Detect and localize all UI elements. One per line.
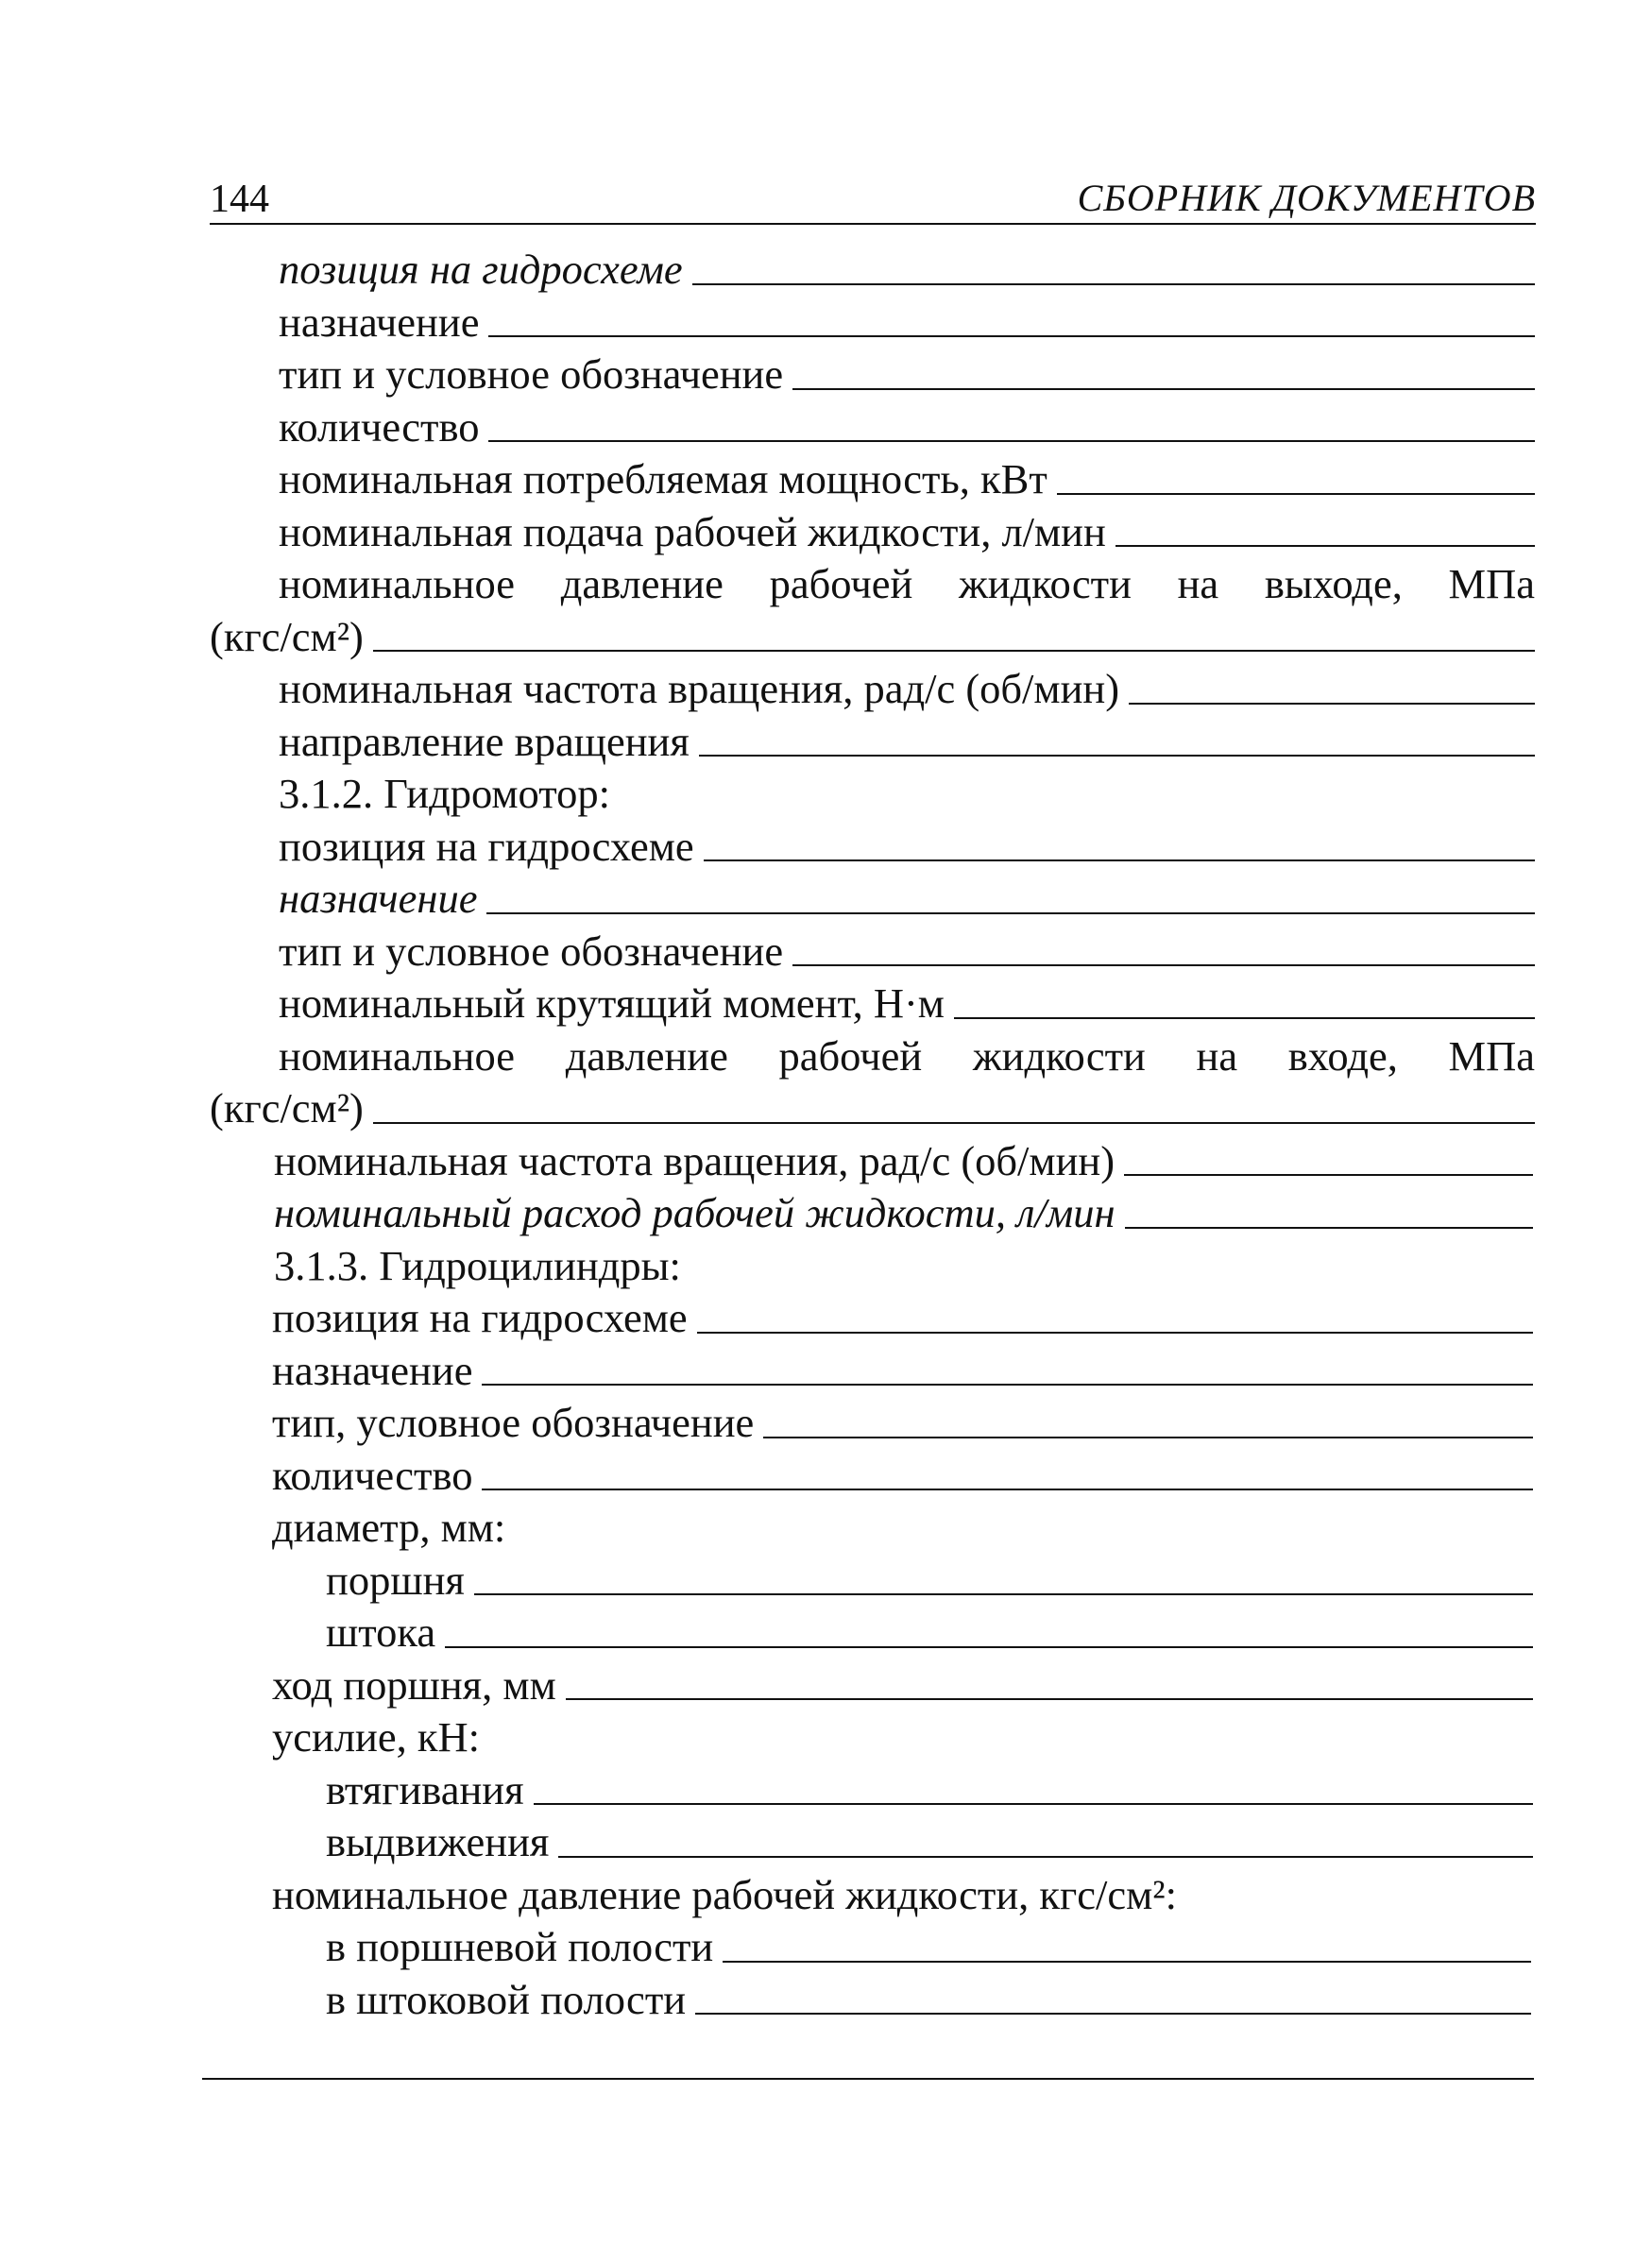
field-label: втягивания	[326, 1765, 524, 1813]
fill-line[interactable]	[692, 249, 1535, 285]
motor-pressure-field	[0, 1082, 1652, 1135]
form-body	[0, 244, 1652, 2026]
pump-position-field	[0, 244, 1652, 297]
field-label: позиция на гидросхеме	[279, 822, 694, 870]
cylinders-pressure-heading	[0, 1869, 1652, 1922]
fill-line[interactable]	[1057, 459, 1535, 495]
cylinders-heading	[0, 1240, 1652, 1293]
fill-line[interactable]	[566, 1664, 1533, 1700]
fill-line[interactable]	[792, 354, 1535, 390]
motor-torque-field	[0, 978, 1652, 1030]
field-label: направление вращения	[279, 717, 690, 765]
field-label: усилие, кН:	[272, 1713, 480, 1761]
field-label: номинальный крутящий момент, Н·м	[279, 979, 945, 1027]
fill-line[interactable]	[488, 406, 1535, 442]
cylinders-force-heading	[0, 1711, 1652, 1764]
pump-flow-field	[0, 506, 1652, 559]
cylinders-stroke-field	[0, 1659, 1652, 1712]
pump-quantity-field	[0, 401, 1652, 454]
motor-pressure-line1	[0, 1030, 1652, 1083]
field-label: номинальная потребляемая мощность, кВт	[279, 455, 1047, 502]
motor-heading	[0, 768, 1652, 821]
cylinders-type-field	[0, 1397, 1652, 1450]
field-label: номинальная частота вращения, рад/с (об/мин)	[274, 1136, 1116, 1184]
pump-purpose-field	[0, 297, 1652, 349]
motor-position-field	[0, 821, 1652, 874]
fill-line[interactable]	[954, 983, 1535, 1019]
cylinders-position-field	[0, 1292, 1652, 1345]
field-label: количество	[279, 402, 480, 451]
fill-line[interactable]	[704, 825, 1535, 861]
page-number: 144	[210, 178, 269, 221]
fill-line[interactable]	[482, 1455, 1533, 1490]
field-label: номинальное давление рабочей жидкости на выходе, МПа	[279, 560, 1535, 607]
field-label: количество	[272, 1451, 473, 1499]
field-label: назначение	[279, 875, 478, 922]
pump-speed-field	[0, 663, 1652, 716]
fill-line[interactable]	[474, 1559, 1533, 1595]
fill-line[interactable]	[1124, 1140, 1533, 1176]
cylinders-diameter-heading	[0, 1502, 1652, 1555]
field-label: номинальная частота вращения, рад/с (об/мин)	[279, 665, 1120, 712]
motor-flow-field	[0, 1187, 1652, 1240]
pump-pressure-field	[0, 611, 1652, 664]
fill-line[interactable]	[482, 1350, 1533, 1386]
field-label: номинальный расход рабочей жидкости, л/мин	[274, 1189, 1116, 1236]
running-header	[210, 170, 1536, 225]
field-label: номинальное давление рабочей жидкости, кгс/см²:	[272, 1870, 1178, 1918]
field-label: в поршневой полости	[326, 1923, 714, 1970]
fill-line[interactable]	[697, 1298, 1533, 1334]
field-label: (кгс/см²)	[210, 1084, 364, 1132]
cylinders-quantity-field	[0, 1450, 1652, 1503]
field-label: номинальное давление рабочей жидкости на входе, МПа	[279, 1031, 1535, 1080]
cylinders-piston-field	[0, 1555, 1652, 1608]
cylinders-rod-field	[0, 1607, 1652, 1659]
collection-title: СБОРНИК ДОКУМЕНТОВ	[1077, 177, 1536, 219]
cylinders-rod-cavity-field	[0, 1974, 1652, 2027]
field-label: ход поршня, мм	[272, 1660, 556, 1709]
field-label: в штоковой полости	[326, 1975, 687, 2023]
fill-line[interactable]	[1129, 669, 1535, 705]
field-label: тип и условное обозначение	[279, 350, 784, 398]
field-label: номинальная подача рабочей жидкости, л/мин	[279, 507, 1106, 555]
fill-line[interactable]	[1116, 511, 1535, 547]
cylinders-retract-field	[0, 1764, 1652, 1817]
field-label: штока	[326, 1608, 436, 1656]
fill-line[interactable]	[723, 1927, 1531, 1963]
field-label: назначение	[279, 298, 480, 346]
cylinders-purpose-field	[0, 1345, 1652, 1398]
motor-type-field	[0, 926, 1652, 978]
field-label: поршня	[326, 1556, 465, 1604]
fill-line[interactable]	[534, 1769, 1533, 1805]
fill-line[interactable]	[373, 1088, 1535, 1124]
field-label: диаметр, мм:	[272, 1504, 506, 1551]
bottom-rule	[202, 2078, 1534, 2080]
pump-pressure-line1	[0, 558, 1652, 611]
fill-line[interactable]	[695, 1979, 1531, 2015]
cylinders-extend-field	[0, 1816, 1652, 1869]
motor-purpose-field	[0, 873, 1652, 926]
pump-type-field	[0, 349, 1652, 401]
pump-direction-field	[0, 716, 1652, 769]
fill-line[interactable]	[558, 1822, 1533, 1858]
fill-line[interactable]	[763, 1403, 1533, 1438]
fill-line[interactable]	[488, 301, 1535, 337]
field-label: позиция на гидросхеме	[272, 1294, 688, 1341]
field-label: назначение	[272, 1346, 473, 1394]
section-heading: 3.1.3. Гидроцилиндры:	[274, 1241, 681, 1289]
pump-power-field	[0, 453, 1652, 506]
fill-line[interactable]	[699, 721, 1535, 757]
field-label: тип и условное обозначение	[279, 927, 784, 975]
field-label: тип, условное обозначение	[272, 1399, 755, 1446]
section-heading: 3.1.2. Гидромотор:	[279, 770, 610, 817]
fill-line[interactable]	[486, 878, 1535, 914]
motor-speed-field	[0, 1135, 1652, 1188]
field-label: позиция на гидросхеме	[279, 246, 683, 293]
field-label: (кгс/см²)	[210, 612, 364, 660]
field-label: выдвижения	[326, 1818, 550, 1865]
fill-line[interactable]	[373, 616, 1535, 652]
fill-line[interactable]	[1125, 1193, 1533, 1229]
fill-line[interactable]	[792, 930, 1535, 966]
cylinders-piston-cavity-field	[0, 1921, 1652, 1974]
fill-line[interactable]	[445, 1612, 1533, 1648]
